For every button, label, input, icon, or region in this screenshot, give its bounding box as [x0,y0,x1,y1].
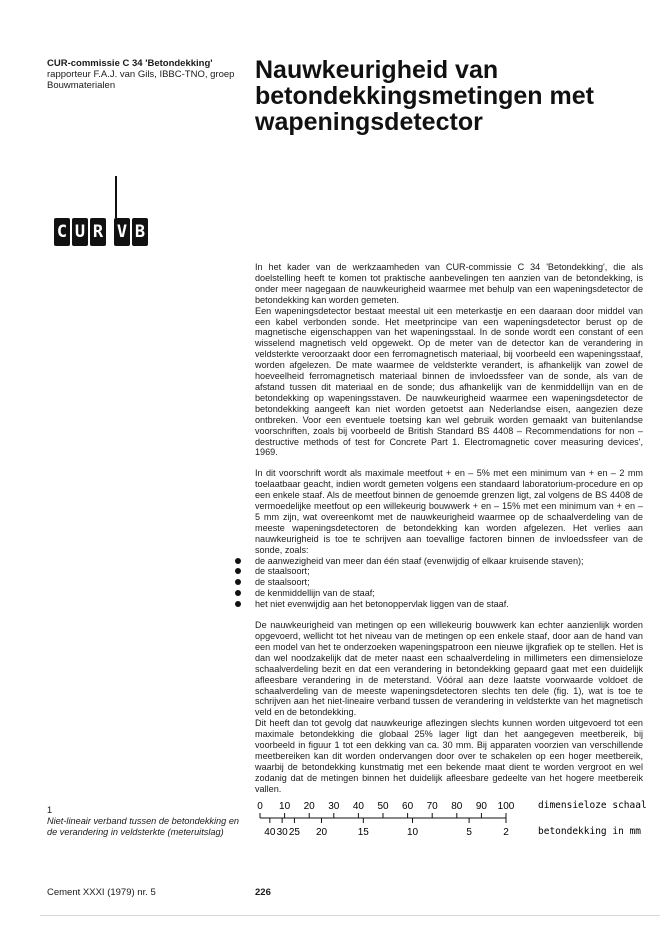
bottom-tick-label: 2 [503,827,509,838]
scale-figure [248,796,648,844]
bottom-tick-label: 10 [406,827,419,838]
list-item: de aanwezigheid van meer dan één staaf (evenwijdig of elkaar kruisende staven); [255,556,643,567]
list-item: de staalsoort; [255,566,643,577]
top-tick-label: 0 [257,801,263,812]
article-title: Nauwkeurigheid van betondekkingsmetingen met wapeningsdetector [255,56,594,136]
top-tick-label: 20 [303,801,315,812]
bottom-tick-label: 25 [288,827,301,838]
list-item: de staalsoort; [255,577,643,588]
logo-letter-c: C [54,218,70,246]
logo-group-cur [54,218,108,246]
top-scale-label: dimensieloze schaal [538,800,647,811]
bottom-tick-label: 5 [466,827,472,838]
article-body [255,262,643,795]
top-tick-label: 50 [377,801,389,812]
logo-group-vb [114,218,150,246]
bottom-scale-label: betondekking in mm [538,826,641,837]
paragraph-accuracy: De nauwkeurigheid van metingen op een willekeurig bouwwerk kan echter aanzienlijk worden opgevoerd, wellicht tot het niveau van de metingen op een enkele staaf, door aan de hand van een model van het te onderzoeken wapeningspatroon een nieuwe ijkgrafiek op te stellen. Het is dan wel noodzakelijk dat de meter naast een schaalverdeling in millimeters een dimensieloze schaalverdeling bezit en dat een verandering in betondekking gepaard gaat met een duidelijk afleesbare verandering in de meterstand. Vóóral aan deze laatste voorwaarde voldoet de schaalverdeling van de meeste wapeningsdetectoren slechts ten dele (fig. 1), wat is toe te schrijven aan het niet-lineaire verband tussen de verandering in veldsterkte van het magnetisch veld en de betondekking. [255,620,643,718]
paragraph-detector: Een wapeningsdetector bestaat meestal uit een meterkastje en een daaraan door middel van een kabel verbonden sonde. Het meetprincipe van een wapeningsdetector berust op de magnetische eigenschappen van het wapeningsstaal. In de sonde wordt een constant of een wisselend magnetisch veld opgewekt. Op de meter van de detector kan de verandering in veldsterkte veroorzaakt door een ferromagnetisch materiaal, bij voorbeeld een wapeningsstaaf, worden afgelezen. De mate waarmee de veldsterkte verandert, is afhankelijk van zowel de hoeveelheid ferromagnetisch materiaal binnen de invloedssfeer van de sonde, als van de afstand tussen dit materiaal en de sonde; dus afhankelijk van de kenmiddellijn van en de betondekking op wapeningsstaven. De nauwkeurigheid waarmee een wapeningsdetector de betondekking aangeeft kan niet worden getoetst aan Nederlandse eisen, aangezien deze ontbreken. Voor een eventuele toetsing kan wel gebruik worden gemaakt van buitenlandse voorschriften, zoals bij voorbeeld de British Standard BS 4408 – Recommendations for non – destructive methods of test for Concrete Part 1. Electromagnetic cover measuring devices', 1969. [255,305,643,458]
bullet-icon [235,601,241,607]
top-tick-label: 60 [402,801,414,812]
committee-name: CUR-commissie C 34 'Betondekking' [47,58,213,69]
logo-letter-b: B [132,218,148,246]
logo-vertical-line [115,176,117,218]
journal-reference: Cement XXXI (1979) nr. 5 [47,887,156,898]
reporter-info: rapporteur F.A.J. van Gils, IBBC-TNO, groep Bouwmaterialen [47,69,235,91]
logo-letter-u: U [72,218,88,246]
bottom-tick-label: 20 [315,827,328,838]
bullet-icon [235,590,241,596]
cur-vb-logo [54,217,150,247]
top-tick-label: 100 [497,801,515,812]
top-tick-label: 30 [328,801,340,812]
paragraph-consequence: Dit heeft dan tot gevolg dat nauwkeurige aflezingen slechts kunnen worden uitgevoerd tot een maximale betondekking die globaal 25% lager ligt dan het aangegeven meetbereik, bij voorbeeld in figuur 1 tot een dekking van ca. 30 mm. Bij apparaten voorzien van verschillende meetbereiken kan dit worden ondervangen door over te schakelen op een hoger meetbereik, waarbij de betondekking kunstmatig met een bekende maat dient te worden vergroot en wel zodanig dat de metingen binnen het duidelijk afleesbare gedeelte van het hogere meetbereik vallen. [255,718,643,794]
top-tick-label: 40 [352,801,364,812]
bullet-icon [235,568,241,574]
figure-caption-text: Niet-lineair verband tussen de betondekking en de verandering in veldsterkte (meteruitslag) [47,816,240,837]
factor-list [255,556,643,611]
paragraph-intro: In het kader van de werkzaamheden van CUR-commissie C 34 'Betondekking', die als doelstelling heeft te komen tot praktische aanbevelingen ten aanzien van de betondekking, is onder meer nagegaan de nauwkeurigheid waarmee met behulp van een wapeningsdetector de betondekking kan worden gemeten. [255,262,643,305]
top-tick-label: 90 [475,801,487,812]
bullet-icon [235,558,241,564]
top-tick-label: 80 [451,801,463,812]
bottom-rule [40,915,660,916]
list-item: het niet evenwijdig aan het betonoppervlak liggen van de staaf. [255,599,643,610]
top-scale-ticks [257,801,515,818]
logo-letter-v: V [114,218,130,246]
bottom-tick-label: 30 [276,827,288,838]
bottom-scale-ticks [264,818,509,838]
committee-info [47,58,247,91]
page-number: 226 [255,887,271,898]
list-item: de kenmiddellijn van de staaf; [255,588,643,599]
top-tick-label: 10 [279,801,291,812]
top-tick-label: 70 [426,801,438,812]
bullet-icon [235,579,241,585]
figure-number: 1 [47,805,53,815]
logo-letter-r: R [90,218,106,246]
bottom-tick-label: 40 [264,827,276,838]
figure-caption [47,805,247,838]
paragraph-bs4408: In dit voorschrift wordt als maximale meetfout + en – 5% met een minimum van + en – 2 mm toelaatbaar geacht, indien wordt gemeten volgens een standaard laboratorium-procedure en op een enkele staaf. Als de meetfout binnen de genoemde grenzen ligt, zal volgens de BS 4408 de vermoedelijke meetfout op een willekeurig bouwwerk + en – 15% met een minimum van + en – 5 mm zijn, wat overeenkomt met de nauwkeurigheid waarmee op de schaalverdeling van de meeste wapeningsdetectoren de betondekking kan worden afgelezen. Het verlies aan nauwkeurigheid is toe te schrijven aan toevallige factoren binnen de invloedssfeer van de sonde, zoals: [255,468,643,555]
bottom-tick-label: 15 [357,827,369,838]
